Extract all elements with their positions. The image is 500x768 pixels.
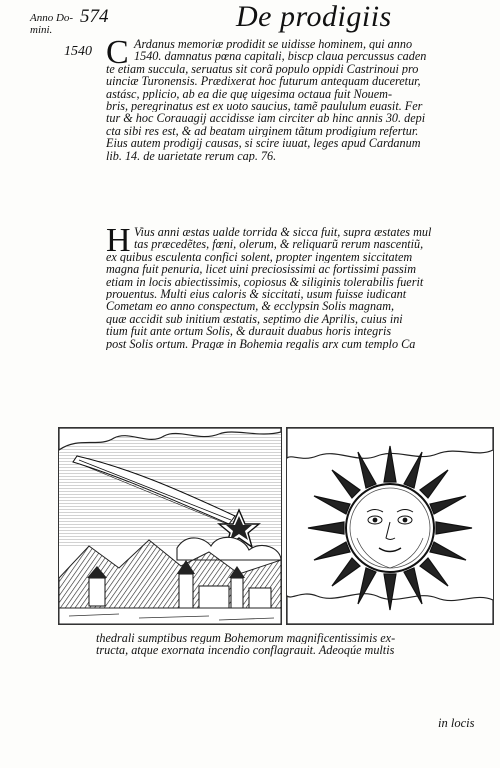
year-marginal-note: 1540 bbox=[64, 44, 92, 59]
text-line: lib. 14. de uarietate rerum cap. 76. bbox=[106, 149, 277, 163]
paragraph-summer bbox=[106, 222, 492, 351]
drop-cap-c: C bbox=[106, 34, 129, 71]
paragraph-prague bbox=[96, 632, 492, 657]
text-line: magna fuit penuria, licet uini preciosissimi ac fortissimi passim bbox=[106, 263, 416, 276]
margin-note-text: Anno Do- mini. bbox=[30, 12, 74, 36]
text-line: tur & hoc Corauagij accidisse iam circiter ab hinc annis 30. depi bbox=[106, 112, 426, 125]
text-line: Eius autem prodigij causas, si scire iuuat, leges apud Cardanum bbox=[106, 137, 421, 150]
comet-star-town-icon bbox=[59, 428, 281, 624]
drop-cap-h: H bbox=[106, 222, 131, 259]
text-line: 1540. damnatus pœna capitali, biscp claua percussus caden bbox=[134, 50, 427, 63]
woodcut-comet-illustration bbox=[58, 427, 282, 625]
text-line: bris, peregrinatus est ex uoto saucius, tamẽ paululum euasit. Fer bbox=[106, 100, 423, 113]
text-line: tium fuit ante ortum Solis, & durauit duabus horis integris bbox=[106, 325, 392, 338]
margin-note-year-label bbox=[30, 12, 76, 36]
text-line: cta sibi res est, & ad beatam uirginem tãtum prodigium refertur. bbox=[106, 124, 419, 138]
page-number: 574 bbox=[80, 6, 109, 27]
text-line: post Solis ortum. Pragæ in Bohemia regalis arx cum templo Ca bbox=[106, 337, 416, 351]
text-line: etiam in locis abiectissimis, copiosus & siliginis tolerabilis fuerit bbox=[106, 275, 424, 289]
paragraph-cardanus bbox=[106, 34, 492, 163]
text-line: uinciæ Turonensis. Prædixerat hoc futurum antequam duceretur, bbox=[106, 75, 421, 88]
text-line: tructa, atque exornata incendio conflagrauit. Adeoqúe multis bbox=[96, 644, 395, 657]
text-line: Cometam eo anno conspectum, & ecclypsin Solis magnam, bbox=[106, 300, 395, 313]
running-head: De prodigiis bbox=[236, 0, 392, 33]
text-line: te etiam succula, seruatus sit corã populo oppidi Castrinoui pro bbox=[106, 62, 419, 76]
text-line: tas præcedẽtes, fœni, olerum, & reliquarũ rerum nascentiũ, bbox=[134, 238, 424, 251]
text-line: Ardanus memoriæ prodidit se uidisse hominem, qui anno bbox=[134, 38, 413, 51]
woodcut-sun-illustration bbox=[286, 427, 494, 625]
text-line: ex quibus esculenta confici solent, propter ingentem siccitatem bbox=[106, 250, 413, 264]
sun-face-icon bbox=[287, 428, 493, 624]
text-line: Vius anni æstas ualde torrida & sicca fuit, supra æstates mul bbox=[134, 226, 432, 239]
text-line: thedrali sumptibus regum Bohemorum magnificentissimis ex- bbox=[96, 632, 396, 645]
text-line: prouentus. Multi eius caloris & siccitati, usum fuisse iudicant bbox=[106, 288, 407, 301]
text-line: astásc, pplicio, ab ea die quę uigesima octaua fuit Nouem- bbox=[106, 87, 393, 101]
text-line: quæ accidit sub initium æstatis, septimo die Aprilis, cuius ini bbox=[106, 312, 403, 326]
catchword: in locis bbox=[438, 716, 475, 730]
